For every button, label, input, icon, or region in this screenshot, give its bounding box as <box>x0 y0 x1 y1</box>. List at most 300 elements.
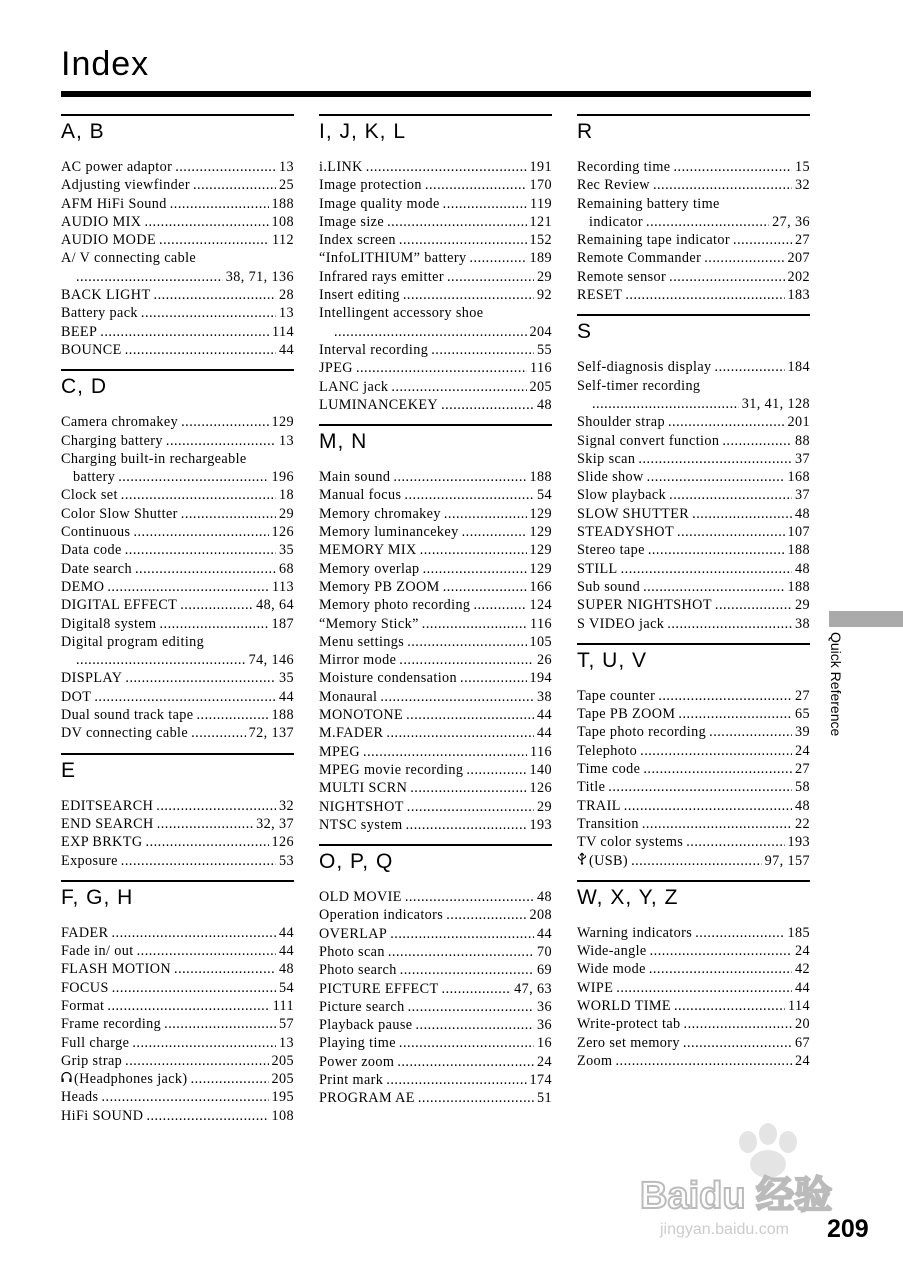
index-entry <box>577 268 810 286</box>
entry-label <box>61 432 163 450</box>
index-section <box>61 753 294 870</box>
index-column-2 <box>319 114 552 1108</box>
entry-label-text: WIPE <box>577 979 614 996</box>
entry-label-text: EDITSEARCH <box>61 797 154 814</box>
leader-dots <box>444 505 527 523</box>
leader-dots <box>678 705 792 723</box>
entry-page: 129 <box>529 524 552 541</box>
entry-label <box>577 158 670 176</box>
entry-page: 204 <box>529 323 552 340</box>
entry-label-text: Memory chromakey <box>319 505 441 522</box>
index-entry <box>319 615 552 633</box>
entry-label-text: RESET <box>577 287 623 304</box>
index-entry <box>319 906 552 924</box>
index-entry <box>61 413 294 431</box>
leader-dots <box>159 231 269 249</box>
entry-label-text: Operation indicators <box>319 907 444 924</box>
section-heading: F, G, H <box>61 885 134 909</box>
leader-dots <box>462 523 527 541</box>
entry-page: 188 <box>787 542 810 559</box>
entry-page: 152 <box>529 232 552 249</box>
entry-label <box>319 378 388 396</box>
entry-label <box>61 706 194 724</box>
entry-page: 114 <box>272 323 294 340</box>
entry-page: 48 <box>795 797 810 814</box>
index-entry <box>61 633 294 651</box>
leader-dots <box>466 761 526 779</box>
entry-label-text: Camera chromakey <box>61 414 179 431</box>
entry-page: 114 <box>788 997 810 1014</box>
entry-page: 140 <box>529 761 552 778</box>
entry-label <box>61 942 134 960</box>
entry-label-text: Memory luminancekey <box>319 524 459 541</box>
leader-dots <box>166 432 276 450</box>
entry-label <box>319 486 401 504</box>
entry-label-text: Battery pack <box>61 305 138 322</box>
entry-page: 24 <box>795 1052 810 1069</box>
entry-page: 67 <box>795 1034 810 1051</box>
index-section <box>577 643 810 870</box>
entry-page: 31, 41, 128 <box>741 395 810 412</box>
index-entry <box>61 195 294 213</box>
entry-label <box>319 1053 394 1071</box>
entry-label-text: Clock set <box>61 487 118 504</box>
leader-dots <box>592 395 739 413</box>
entry-label-text: Adjusting viewfinder <box>61 177 190 194</box>
entry-label-text: “InfoLITHIUM” battery <box>319 250 467 267</box>
leader-dots <box>642 815 792 833</box>
watermark-logo <box>620 1120 840 1240</box>
entry-label-text: Remote sensor <box>577 268 667 285</box>
index-entry <box>577 158 810 176</box>
entry-label-text: Charging battery <box>61 432 163 449</box>
leader-dots <box>144 213 268 231</box>
leader-dots <box>625 286 784 304</box>
entry-page: 208 <box>529 907 552 924</box>
entry-page: 29 <box>537 268 552 285</box>
index-entry <box>61 176 294 194</box>
index-entry <box>577 468 810 486</box>
index-entry <box>61 1070 294 1088</box>
entry-label-text: JPEG <box>319 360 353 377</box>
index-entry <box>319 505 552 523</box>
entry-label <box>577 1034 680 1052</box>
entry-label <box>319 249 466 267</box>
entry-label <box>61 1015 161 1033</box>
section-heading: S <box>577 320 593 344</box>
entry-page: 193 <box>529 816 552 833</box>
entry-label-text: Continuous <box>61 524 131 541</box>
entry-label-text: Skip scan <box>577 450 636 467</box>
index-entry <box>319 761 552 779</box>
entry-label <box>319 669 457 687</box>
entry-label <box>319 998 405 1016</box>
entry-page: 97, 157 <box>764 852 810 869</box>
entry-label <box>319 743 360 761</box>
leader-dots <box>674 997 785 1015</box>
entry-label-text: Remaining tape indicator <box>577 232 731 249</box>
entry-label-text: Rec Review <box>577 177 650 194</box>
entry-label <box>577 450 635 468</box>
entry-label-text: Wide mode <box>577 961 646 978</box>
entry-page: 48 <box>795 560 810 577</box>
index-entry <box>577 615 810 633</box>
leader-dots <box>431 341 534 359</box>
entry-label-text: Moisture condensation <box>319 670 458 687</box>
entry-label <box>319 596 470 614</box>
entry-label <box>61 979 109 997</box>
entry-page: 187 <box>271 615 294 632</box>
index-entry <box>577 560 810 578</box>
index-entry <box>61 323 294 341</box>
entry-page: 196 <box>271 469 294 486</box>
leader-dots <box>443 578 527 596</box>
leader-dots <box>621 560 792 578</box>
entry-label-text: Index screen <box>319 232 396 249</box>
entry-label <box>319 651 396 669</box>
leader-dots <box>473 596 526 614</box>
entry-label-text: Digital program editing <box>61 633 205 650</box>
entry-label <box>61 286 151 304</box>
index-entry <box>319 633 552 651</box>
entry-label-text: AFM HiFi Sound <box>61 195 167 212</box>
entry-page: 108 <box>271 213 294 230</box>
entry-label <box>319 396 438 414</box>
leader-dots <box>673 158 792 176</box>
entry-label <box>319 541 417 559</box>
entry-page: 166 <box>529 578 552 595</box>
leader-dots <box>380 688 534 706</box>
entry-label-text: MPEG movie recording <box>319 761 464 778</box>
entry-page: 188 <box>529 469 552 486</box>
entry-page: 188 <box>271 707 294 724</box>
leader-dots <box>640 742 792 760</box>
entry-label <box>577 942 647 960</box>
entry-label <box>577 687 655 705</box>
index-entry <box>319 1071 552 1089</box>
index-entry <box>319 304 552 322</box>
entry-label-text: AC power adaptor <box>61 159 173 175</box>
leader-dots <box>118 468 268 486</box>
entry-label <box>319 816 403 834</box>
entry-label-text: battery <box>73 469 116 486</box>
index-entry <box>61 1034 294 1052</box>
entry-label <box>577 486 666 504</box>
index-entry <box>319 286 552 304</box>
entry-label-text: Stereo tape <box>577 542 645 559</box>
index-entry <box>319 341 552 359</box>
leader-dots <box>422 615 527 633</box>
entry-label <box>61 523 130 541</box>
leader-dots <box>146 833 269 851</box>
leader-dots <box>125 669 276 687</box>
leader-dots <box>386 1071 526 1089</box>
leader-dots <box>638 450 792 468</box>
entry-page: 29 <box>537 798 552 815</box>
entry-label-text: DEMO <box>61 578 105 595</box>
index-entry <box>61 942 294 960</box>
index-entry <box>61 468 294 486</box>
index-entry <box>61 815 294 833</box>
side-label-wrap <box>826 632 844 752</box>
entry-page: 29 <box>279 505 294 522</box>
entry-page: 116 <box>530 743 552 760</box>
entry-page: 28 <box>279 287 294 304</box>
leader-dots <box>356 359 527 377</box>
index-entry <box>577 815 810 833</box>
index-entry <box>61 541 294 559</box>
index-entry <box>61 596 294 614</box>
index-entry <box>61 797 294 815</box>
entry-label-text: Dual sound track tape <box>61 707 194 724</box>
entry-page: 38 <box>795 615 810 632</box>
entry-page: 70 <box>537 943 552 960</box>
index-entry <box>577 705 810 723</box>
entry-label <box>589 213 643 231</box>
watermark-brand: Baidu 经验 <box>640 1175 833 1217</box>
title-rule <box>61 91 811 97</box>
entry-label-text: indicator <box>589 213 644 230</box>
section-tab-marker <box>829 611 903 627</box>
index-entry <box>577 979 810 997</box>
entry-page: 24 <box>795 943 810 960</box>
index-entry <box>61 486 294 504</box>
leader-dots <box>146 1107 268 1125</box>
section-heading: M, N <box>319 430 368 454</box>
entry-label-text: NTSC system <box>319 816 403 833</box>
entry-page: 13 <box>279 159 294 175</box>
index-entry <box>61 450 294 468</box>
entry-label-text: STEADYSHOT <box>577 524 675 541</box>
leader-dots <box>121 486 276 504</box>
entry-label-text: DIGITAL EFFECT <box>61 597 178 614</box>
entry-page: 16 <box>537 1035 552 1052</box>
index-entry <box>61 560 294 578</box>
entry-label <box>319 1016 412 1034</box>
entry-label-text: MPEG <box>319 743 361 760</box>
entry-label <box>61 1107 143 1125</box>
index-entry <box>577 286 810 304</box>
entry-label-text: Zero set memory <box>577 1034 680 1051</box>
entry-label <box>61 341 122 359</box>
entry-label <box>577 960 646 978</box>
entry-page: 51 <box>537 1090 552 1107</box>
leader-dots <box>668 413 785 431</box>
leader-dots <box>393 468 526 486</box>
entry-page: 205 <box>271 1052 294 1069</box>
entry-label-text: Zoom <box>577 1052 613 1069</box>
entry-label-text: Playback pause <box>319 1017 413 1034</box>
index-entry <box>61 960 294 978</box>
entry-label <box>577 268 666 286</box>
section-heading: O, P, Q <box>319 850 394 874</box>
index-entry <box>319 779 552 797</box>
entry-label <box>319 523 459 541</box>
entry-label <box>577 432 719 450</box>
entry-page: 129 <box>271 414 294 431</box>
entry-label-text: PROGRAM AE <box>319 1090 415 1107</box>
entry-page: 24 <box>795 742 810 759</box>
leader-dots <box>174 960 276 978</box>
entry-label <box>577 723 706 741</box>
entry-label <box>577 231 730 249</box>
entry-label-text: Telephoto <box>577 742 638 759</box>
entry-page: 126 <box>271 834 294 851</box>
leader-dots <box>420 541 527 559</box>
index-entry <box>319 578 552 596</box>
entry-label <box>577 778 605 796</box>
leader-dots <box>669 486 792 504</box>
entry-label <box>61 250 196 266</box>
entry-label <box>319 688 377 706</box>
index-entry <box>577 778 810 796</box>
entry-label <box>61 960 171 978</box>
entry-label <box>319 888 402 906</box>
entry-label <box>61 176 190 194</box>
entry-label <box>319 176 422 194</box>
index-entry <box>319 925 552 943</box>
index-entry <box>319 523 552 541</box>
section-heading: R <box>577 120 594 143</box>
entry-page: 108 <box>271 1107 294 1124</box>
entry-page: 36 <box>537 1017 552 1034</box>
entry-label-text: Insert editing <box>319 287 400 304</box>
index-entry <box>577 833 810 851</box>
entry-label <box>319 505 441 523</box>
entry-label-text: Signal convert function <box>577 432 720 449</box>
entry-label <box>61 669 122 687</box>
leader-dots <box>403 286 534 304</box>
entry-label <box>61 1088 98 1106</box>
entry-page: 44 <box>537 725 552 742</box>
entry-label <box>61 797 153 815</box>
leader-dots <box>175 158 276 176</box>
entry-label-text: WORLD TIME <box>577 997 671 1014</box>
entry-label <box>61 560 132 578</box>
entry-label-text: (USB) <box>589 852 629 869</box>
leader-dots <box>683 1034 792 1052</box>
entry-label-text: Self-diagnosis display <box>577 359 712 376</box>
entry-page: 55 <box>537 341 552 358</box>
entry-label <box>61 1052 122 1070</box>
entry-page: 72, 137 <box>248 725 294 742</box>
entry-label <box>319 943 385 961</box>
entry-label <box>61 634 204 650</box>
index-entry <box>61 997 294 1015</box>
index-entry <box>61 523 294 541</box>
entry-page: 32 <box>279 797 294 814</box>
leader-dots <box>112 979 276 997</box>
entry-page: 26 <box>537 652 552 669</box>
leader-dots <box>418 1089 534 1107</box>
leader-dots <box>164 1015 276 1033</box>
index-entry <box>577 942 810 960</box>
entry-page: 112 <box>272 232 294 249</box>
entry-page: 18 <box>279 487 294 504</box>
entry-label-text: Fade in/ out <box>61 943 134 960</box>
index-entry <box>61 341 294 359</box>
entry-label <box>61 451 247 467</box>
leader-dots <box>399 1034 534 1052</box>
index-entry <box>319 158 552 176</box>
entry-label <box>577 797 621 815</box>
entry-label <box>319 231 396 249</box>
entry-page: 37 <box>795 487 810 504</box>
entry-label <box>577 815 639 833</box>
index-entry <box>61 578 294 596</box>
index-entry <box>319 724 552 742</box>
entry-label <box>61 158 172 176</box>
entry-label <box>577 378 700 394</box>
entry-label <box>577 358 712 376</box>
index-entry <box>61 615 294 633</box>
entry-label <box>577 1052 613 1070</box>
entry-label-text: Image size <box>319 213 385 230</box>
entry-page: 74, 146 <box>248 652 294 669</box>
leader-dots <box>132 1034 276 1052</box>
entry-label-text: Image protection <box>319 177 422 194</box>
leader-dots <box>107 578 269 596</box>
index-entry <box>319 1016 552 1034</box>
leader-dots <box>191 724 246 742</box>
leader-dots <box>191 1070 269 1088</box>
entry-label <box>319 980 439 998</box>
leader-dots <box>441 396 534 414</box>
entry-label-text: PICTURE EFFECT <box>319 980 439 997</box>
entry-label-text: LUMINANCEKEY <box>319 396 439 413</box>
leader-dots <box>157 815 253 833</box>
leader-dots <box>695 924 784 942</box>
entry-label <box>577 997 671 1015</box>
index-entry <box>61 979 294 997</box>
index-entry <box>319 596 552 614</box>
leader-dots <box>624 797 792 815</box>
index-entry <box>61 1088 294 1106</box>
entry-page: 129 <box>529 560 552 577</box>
entry-label-text: HiFi SOUND <box>61 1107 144 1124</box>
entry-label <box>577 286 622 304</box>
entry-label <box>319 578 440 596</box>
entry-label-text: Print mark <box>319 1072 384 1089</box>
entry-label-text: MONOTONE <box>319 707 404 724</box>
entry-label-text: TV color systems <box>577 834 684 851</box>
leader-dots <box>631 852 762 870</box>
entry-page: 202 <box>787 268 810 285</box>
entry-label <box>577 760 640 778</box>
entry-label-text: Frame recording <box>61 1016 162 1033</box>
leader-dots <box>677 523 785 541</box>
index-entry <box>577 797 810 815</box>
leader-dots <box>407 633 526 651</box>
leader-dots <box>406 816 527 834</box>
index-section <box>319 114 552 414</box>
leader-dots <box>399 651 534 669</box>
entry-label-text: Playing time <box>319 1035 396 1052</box>
entry-label <box>577 176 650 194</box>
leader-dots <box>423 560 527 578</box>
index-entry <box>319 998 552 1016</box>
index-entry <box>61 1052 294 1070</box>
leader-dots <box>722 432 792 450</box>
entry-label-text: S VIDEO jack <box>577 615 665 632</box>
leader-dots <box>405 888 534 906</box>
index-entry <box>319 1089 552 1107</box>
entry-page: 44 <box>795 979 810 996</box>
entry-page: 111 <box>272 997 294 1014</box>
leader-dots <box>692 505 792 523</box>
index-entry <box>319 743 552 761</box>
entry-label <box>577 541 645 559</box>
